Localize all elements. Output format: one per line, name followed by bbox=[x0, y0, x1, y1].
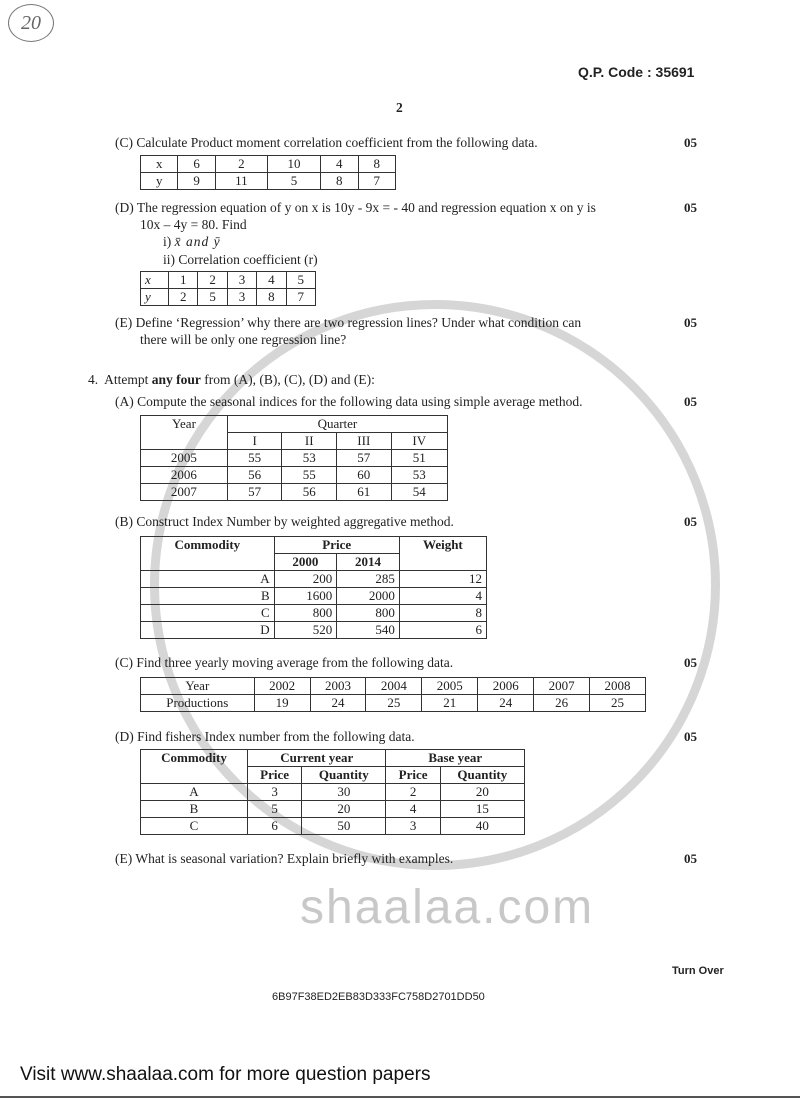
table-row bbox=[141, 605, 487, 622]
table-cell: 4 bbox=[399, 588, 486, 605]
header-cell: Year bbox=[141, 416, 228, 450]
table-cell: Productions bbox=[141, 695, 255, 712]
table-cell: 4 bbox=[386, 801, 440, 818]
table-cell: 55 bbox=[282, 467, 337, 484]
table-cell: 6 bbox=[178, 156, 215, 173]
q3d-text: (D) The regression equation of y on x is 10y - 9x = - 40 and regression equation x on y is bbox=[115, 200, 596, 215]
table-row bbox=[141, 750, 525, 767]
table-row bbox=[141, 484, 448, 501]
table-cell: 2000 bbox=[337, 588, 400, 605]
table-cell: 3 bbox=[227, 289, 256, 306]
header-cell: I bbox=[227, 433, 282, 450]
table-cell: 1 bbox=[169, 272, 198, 289]
table-cell: y bbox=[141, 289, 169, 306]
q4-intro: 4. Attempt any four from (A), (B), (C), (D) and (E): bbox=[88, 372, 375, 387]
header-cell: Quantity bbox=[302, 767, 386, 784]
table-cell: 40 bbox=[440, 818, 524, 835]
table-cell: 3 bbox=[386, 818, 440, 835]
q4b-marks: 05 bbox=[684, 514, 697, 529]
table-cell: 2 bbox=[215, 156, 267, 173]
table-cell: B bbox=[141, 801, 248, 818]
table-cell: 56 bbox=[282, 484, 337, 501]
table-cell: 2006 bbox=[141, 467, 228, 484]
table-row bbox=[141, 450, 448, 467]
table-cell: 51 bbox=[391, 450, 447, 467]
table-row bbox=[141, 272, 316, 289]
table-cell: 1600 bbox=[274, 588, 337, 605]
table-cell: 285 bbox=[337, 571, 400, 588]
table-row bbox=[141, 588, 487, 605]
table-cell: 2007 bbox=[141, 484, 228, 501]
q4a-marks: 05 bbox=[684, 394, 697, 409]
table-cell: 7 bbox=[358, 173, 395, 190]
header-cell: Commodity bbox=[141, 750, 248, 784]
table-row bbox=[141, 156, 396, 173]
q3e-text-line2: there will be only one regression line? bbox=[140, 332, 347, 347]
q4d-text: (D) Find fishers Index number from the following data. bbox=[115, 729, 415, 744]
q3d-sub1: i) x̄ and ȳ bbox=[163, 234, 221, 249]
table-cell: 8 bbox=[321, 173, 358, 190]
table-cell: 7 bbox=[286, 289, 315, 306]
table-cell: 2002 bbox=[254, 678, 310, 695]
table-cell: 57 bbox=[227, 484, 282, 501]
q4c-text: (C) Find three yearly moving average from the following data. bbox=[115, 655, 454, 670]
table-row bbox=[141, 467, 448, 484]
footer-link-text[interactable]: Visit www.shaalaa.com for more question papers bbox=[20, 1064, 431, 1085]
table-cell: 20 bbox=[302, 801, 386, 818]
table-cell: 800 bbox=[337, 605, 400, 622]
paper-code: 6B97F38ED2EB83D333FC758D2701DD50 bbox=[272, 991, 485, 1003]
q3d-sub2: ii) Correlation coefficient (r) bbox=[163, 252, 318, 267]
q3d-marks: 05 bbox=[684, 200, 697, 215]
q3e-marks: 05 bbox=[684, 315, 697, 330]
table-cell: C bbox=[141, 605, 275, 622]
table-cell: 2004 bbox=[366, 678, 422, 695]
table-cell: 57 bbox=[337, 450, 392, 467]
table-cell: 21 bbox=[422, 695, 478, 712]
table-cell: A bbox=[141, 784, 248, 801]
table-cell: 19 bbox=[254, 695, 310, 712]
table-cell: 8 bbox=[257, 289, 286, 306]
q4c-marks: 05 bbox=[684, 655, 697, 670]
table-cell: 3 bbox=[227, 272, 256, 289]
table-row bbox=[141, 818, 525, 835]
table-cell: 2 bbox=[198, 272, 227, 289]
table-row bbox=[141, 537, 487, 554]
table-cell: 5 bbox=[247, 801, 301, 818]
header-cell: Quantity bbox=[440, 767, 524, 784]
table-cell: 2005 bbox=[422, 678, 478, 695]
table-cell: 10 bbox=[267, 156, 320, 173]
table-cell: 53 bbox=[282, 450, 337, 467]
table-cell: 26 bbox=[534, 695, 590, 712]
table-row bbox=[141, 784, 525, 801]
table-cell: 2006 bbox=[478, 678, 534, 695]
table-cell: 5 bbox=[198, 289, 227, 306]
table-cell: 54 bbox=[391, 484, 447, 501]
table-cell: 25 bbox=[590, 695, 646, 712]
table-cell: 2003 bbox=[310, 678, 366, 695]
header-cell: Base year bbox=[386, 750, 525, 767]
table-cell: 15 bbox=[440, 801, 524, 818]
table-cell: 20 bbox=[440, 784, 524, 801]
watermark-text: shaalaa.com bbox=[300, 881, 595, 934]
header-cell: Quarter bbox=[227, 416, 447, 433]
q4e-text: (E) What is seasonal variation? Explain briefly with examples. bbox=[115, 851, 454, 866]
q4a-text: (A) Compute the seasonal indices for the following data using simple average method. bbox=[115, 394, 583, 409]
table-cell: 25 bbox=[366, 695, 422, 712]
q4c-table bbox=[140, 677, 646, 712]
table-row bbox=[141, 622, 487, 639]
header-cell: Price bbox=[247, 767, 301, 784]
q4a-table bbox=[140, 415, 448, 501]
qp-code: Q.P. Code : 35691 bbox=[578, 64, 695, 80]
table-cell: 2 bbox=[169, 289, 198, 306]
table-cell: D bbox=[141, 622, 275, 639]
table-cell: 5 bbox=[267, 173, 320, 190]
table-cell: x bbox=[141, 272, 169, 289]
table-row bbox=[141, 801, 525, 818]
table-cell: B bbox=[141, 588, 275, 605]
table-cell: 55 bbox=[227, 450, 282, 467]
table-cell: A bbox=[141, 571, 275, 588]
table-row bbox=[141, 289, 316, 306]
table-cell: 8 bbox=[399, 605, 486, 622]
table-cell: 3 bbox=[247, 784, 301, 801]
q4d-marks: 05 bbox=[684, 729, 697, 744]
footer-banner bbox=[0, 1048, 800, 1102]
table-cell: 2005 bbox=[141, 450, 228, 467]
table-cell: 4 bbox=[321, 156, 358, 173]
table-cell: 2008 bbox=[590, 678, 646, 695]
table-cell: 540 bbox=[337, 622, 400, 639]
table-cell: Year bbox=[141, 678, 255, 695]
header-cell: Weight bbox=[399, 537, 486, 571]
q3e-text: (E) Define ‘Regression’ why there are two regression lines? Under what condition can bbox=[115, 315, 582, 330]
table-row bbox=[141, 695, 646, 712]
table-cell: 60 bbox=[337, 467, 392, 484]
table-cell: 61 bbox=[337, 484, 392, 501]
header-cell: Price bbox=[386, 767, 440, 784]
table-cell: 24 bbox=[310, 695, 366, 712]
table-cell: 9 bbox=[178, 173, 215, 190]
q4e-marks: 05 bbox=[684, 851, 697, 866]
q3d-text-line2: 10x – 4y = 80. Find bbox=[140, 217, 247, 232]
q3c-table bbox=[140, 155, 396, 190]
table-cell: 2 bbox=[386, 784, 440, 801]
table-cell: 5 bbox=[286, 272, 315, 289]
table-row bbox=[141, 571, 487, 588]
table-cell: 520 bbox=[274, 622, 337, 639]
q3c-marks: 05 bbox=[684, 135, 697, 150]
table-cell: x bbox=[141, 156, 178, 173]
header-cell: Commodity bbox=[141, 537, 275, 571]
table-cell: 24 bbox=[478, 695, 534, 712]
header-cell: III bbox=[337, 433, 392, 450]
handwritten-page-badge: 20 bbox=[8, 4, 54, 42]
header-cell: Current year bbox=[247, 750, 385, 767]
table-row bbox=[141, 678, 646, 695]
table-cell: 12 bbox=[399, 571, 486, 588]
table-cell: y bbox=[141, 173, 178, 190]
table-cell: 4 bbox=[257, 272, 286, 289]
q4b-text: (B) Construct Index Number by weighted aggregative method. bbox=[115, 514, 454, 529]
table-row bbox=[141, 416, 448, 433]
header-cell: 2000 bbox=[274, 554, 337, 571]
header-cell: II bbox=[282, 433, 337, 450]
header-cell: 2014 bbox=[337, 554, 400, 571]
page-number: 2 bbox=[396, 100, 403, 115]
table-cell: 800 bbox=[274, 605, 337, 622]
table-cell: 2007 bbox=[534, 678, 590, 695]
table-cell: 200 bbox=[274, 571, 337, 588]
header-cell: Price bbox=[274, 537, 399, 554]
q3c-text: (C) Calculate Product moment correlation coefficient from the following data. bbox=[115, 135, 538, 150]
table-cell: 8 bbox=[358, 156, 395, 173]
table-cell: 30 bbox=[302, 784, 386, 801]
footer-divider bbox=[0, 1096, 800, 1098]
table-cell: 6 bbox=[399, 622, 486, 639]
table-cell: 56 bbox=[227, 467, 282, 484]
table-cell: C bbox=[141, 818, 248, 835]
table-cell: 53 bbox=[391, 467, 447, 484]
q4b-table bbox=[140, 536, 487, 639]
header-cell: IV bbox=[391, 433, 447, 450]
table-cell: 11 bbox=[215, 173, 267, 190]
table-cell: 50 bbox=[302, 818, 386, 835]
table-cell: 6 bbox=[247, 818, 301, 835]
turn-over: Turn Over bbox=[672, 965, 724, 977]
q4d-table bbox=[140, 749, 525, 835]
q3d-table bbox=[140, 271, 316, 306]
table-row bbox=[141, 173, 396, 190]
